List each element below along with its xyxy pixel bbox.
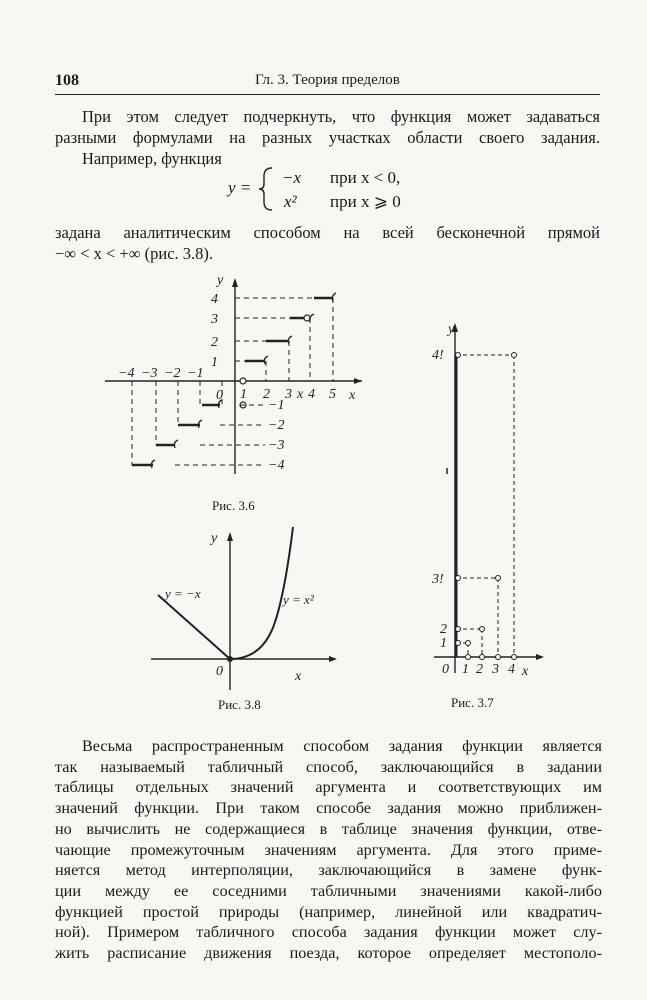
formula-lhs: y = <box>228 178 252 197</box>
fig36-ytick: −4 <box>268 458 285 473</box>
body-line: няется метод интерполяции, заключающийся в замене функ- <box>55 861 602 880</box>
body-line: жить расписание движения поезда, которое определяет местополо- <box>55 944 602 963</box>
fig36-xtick: 1 <box>240 387 247 402</box>
fig36-ytick: −2 <box>268 418 285 433</box>
fig38-right-label: y = x² <box>283 592 314 607</box>
chapter-title: Гл. 3. Теория пределов <box>255 72 400 88</box>
fig36-y-label: y <box>217 273 224 288</box>
fig36-ytick: 4 <box>211 292 218 307</box>
fig36-xtick: −2 <box>164 366 181 381</box>
fig36-ytick: 2 <box>211 335 218 350</box>
body-line: функцией простой природы (например, линейной или квадратич- <box>55 902 602 921</box>
body-line: ции между ее соседними табличными значениями какой-либо <box>55 881 602 900</box>
fig37-caption: Рис. 3.7 <box>451 695 494 710</box>
fig38-left-label: y = −x <box>165 586 201 601</box>
body-line: чающие промежуточным значениям аргумента. Для этого приме- <box>55 840 602 859</box>
fig36-ytick: 3 <box>211 312 218 327</box>
fig37-origin: 0 <box>442 662 449 677</box>
fig38-x-label: x <box>295 669 302 684</box>
fig36-xtick: −4 <box>118 366 135 381</box>
fig37-xtick: 3 <box>492 662 499 677</box>
figure-3-8 <box>145 522 345 692</box>
fig36-ytick: −3 <box>268 438 285 453</box>
fig36-ytick: −1 <box>268 398 285 413</box>
body-line: ной). Примером табличного способа задания функции может слу- <box>55 923 602 942</box>
body-line: но вычислить не содержащиеся в таблице значения функции, отве- <box>55 819 602 838</box>
formula-case2-cond: при x ⩾ 0 <box>330 192 401 211</box>
fig37-x-label: x <box>522 664 529 678</box>
after-formula-line-1: задана аналитическим способом на всей бесконечной прямой <box>55 223 600 242</box>
fig38-y-label: y <box>211 531 218 546</box>
fig36-xtick: 2 <box>263 387 270 402</box>
fig36-xtick: 3 <box>285 387 292 402</box>
intro-line-3: Например, функция <box>82 149 222 168</box>
fig37-ytick: 3! <box>432 572 444 587</box>
fig38-left-branch <box>158 595 230 659</box>
formula-case1-cond: при x < 0, <box>330 168 401 187</box>
formula-brace <box>258 166 278 212</box>
fig36-xtick: −3 <box>141 366 158 381</box>
fig37-xtick: 4 <box>508 662 515 677</box>
page-number: 108 <box>55 72 79 89</box>
body-line: Весьма распространенным способом задания функции является <box>82 737 602 755</box>
body-line: так называемый табличный способ, заключающийся в задании <box>55 757 602 776</box>
figure-3-6 <box>100 268 370 483</box>
body-line: таблицы отдельных значений аргумента и соответствующих им <box>55 778 602 797</box>
after-formula-line-2: −∞ < x < +∞ (рис. 3.8). <box>55 244 214 263</box>
fig36-xtick: −1 <box>187 366 204 381</box>
figure-3-7 <box>420 313 550 678</box>
fig36-xtick: 4 <box>308 387 315 402</box>
fig36-x-label: x <box>349 388 356 403</box>
fig36-xtick: 5 <box>329 387 336 402</box>
fig37-xtick: 2 <box>476 662 483 677</box>
intro-line-2: разными формулами на разных участках области своего задания. <box>55 128 600 147</box>
fig37-xtick: 1 <box>462 662 469 677</box>
fig38-caption: Рис. 3.8 <box>218 697 261 712</box>
intro-line-1: При этом следует подчеркнуть, что функция может задаваться <box>82 107 600 126</box>
fig36-xtick: x <box>297 387 304 402</box>
formula-case2-expr: x² <box>284 192 297 211</box>
fig36-origin: 0 <box>216 388 223 403</box>
fig38-origin: 0 <box>216 664 223 679</box>
fig37-ytick: 4! <box>432 348 444 363</box>
header-rule <box>55 94 600 95</box>
formula-case1-expr: −x <box>282 168 302 187</box>
fig37-y-label: y <box>448 322 455 337</box>
fig37-ytick: 1 <box>440 636 447 651</box>
body-line: значений функции. При таком способе задания можно приближен- <box>55 799 602 818</box>
body-paragraph <box>55 736 602 964</box>
fig36-caption: Рис. 3.6 <box>212 498 255 513</box>
fig36-ytick: 1 <box>211 355 218 370</box>
fig37-ytick: 2 <box>440 622 447 637</box>
